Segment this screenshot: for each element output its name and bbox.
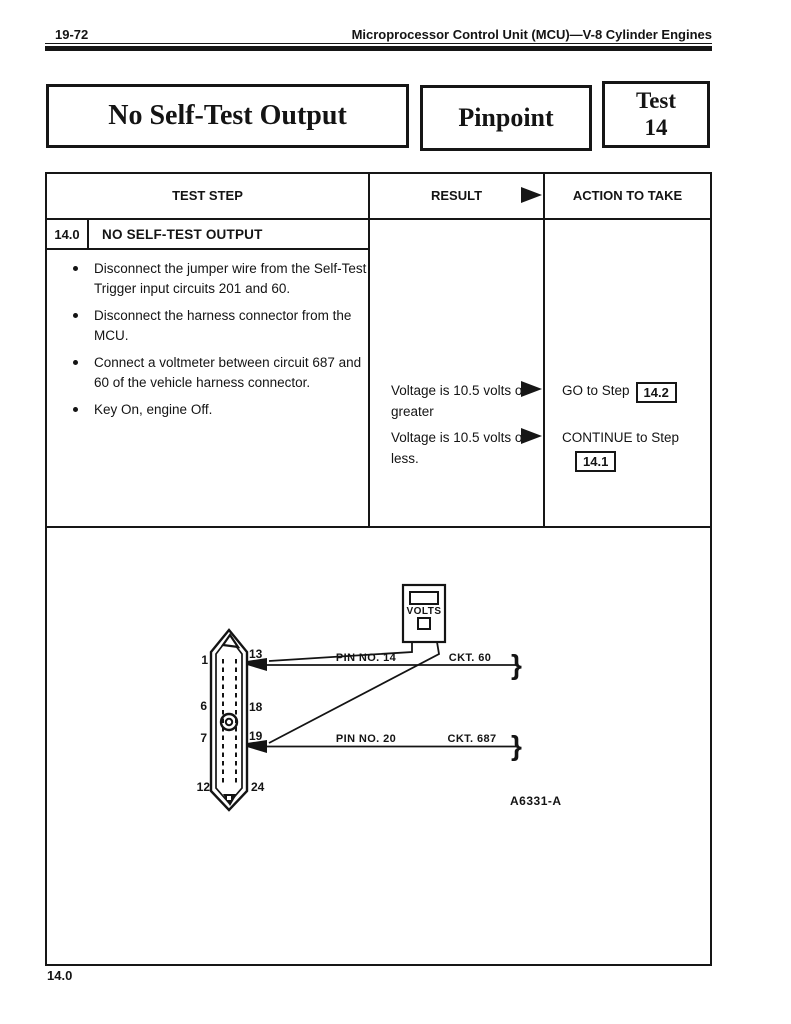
instruction-text: Disconnect the jumper wire from the Self-Test Trigger input circuits 201 and 60.: [94, 261, 367, 296]
pin-label: 18: [249, 700, 263, 714]
bullet-icon: [73, 360, 78, 365]
pin-label: 24: [251, 780, 265, 794]
pinpoint-box: [420, 85, 592, 151]
wire-label: CKT. 687: [447, 733, 497, 745]
figure-ref: A6331-A: [510, 794, 562, 808]
pin-label: 13: [249, 647, 263, 661]
step-title: NO SELF-TEST OUTPUT: [102, 226, 263, 242]
column-header-result: RESULT: [430, 188, 483, 203]
step-number: 14.0: [47, 220, 89, 248]
action-text: [562, 380, 677, 403]
bullet-icon: [73, 407, 78, 412]
pin-label: 12: [196, 780, 210, 794]
result-text: Voltage is 10.5 volts or less.: [391, 430, 527, 466]
bullet-icon: [73, 266, 78, 271]
result-arrow-icon: [521, 381, 542, 397]
result-text: Voltage is 10.5 volts or greater: [391, 383, 527, 419]
header-rule-thin: [45, 43, 712, 44]
test-word: Test: [635, 88, 677, 114]
header-rule-thick: [45, 46, 712, 51]
pin-label: 7: [200, 731, 207, 745]
action-label: CONTINUE to Step: [562, 430, 680, 445]
list-item: [73, 400, 369, 420]
action-label: GO to Step: [562, 383, 630, 398]
running-title: Microprocessor Control Unit (MCU)—V-8 Cylinder Engines: [351, 27, 712, 42]
result-arrow-icon: [521, 428, 542, 444]
test-name-box: [46, 84, 409, 148]
column-header-action: ACTION TO TAKE: [572, 188, 683, 203]
instruction-text: Disconnect the harness connector from the MCU.: [94, 308, 352, 343]
footer-step-ref: 14.0: [47, 968, 73, 983]
instruction-text: Connect a voltmeter between circuit 687 and 60 of the vehicle harness connector.: [94, 355, 362, 390]
wiring-diagram: [47, 528, 710, 962]
step-header: [47, 220, 370, 250]
result-arrow-icon: [521, 187, 542, 203]
instruction-list: [73, 259, 369, 427]
wire-label: PIN NO. 14: [335, 652, 397, 664]
step-ref-box: 14.1: [575, 451, 616, 472]
instruction-text: Key On, engine Off.: [94, 402, 213, 417]
action-text: [562, 427, 679, 472]
pinpoint-test-table: [45, 172, 712, 966]
pinpoint-label: Pinpoint: [458, 103, 554, 132]
wire-label: CKT. 60: [448, 652, 492, 664]
list-item: [73, 259, 369, 299]
list-item: [73, 306, 369, 346]
column-header-test-step: TEST STEP: [172, 188, 243, 203]
pin-label: 6: [200, 699, 207, 713]
voltmeter-label: VOLTS: [406, 606, 442, 617]
bullet-icon: [73, 313, 78, 318]
page-number: 19-72: [55, 27, 89, 42]
wire-label: PIN NO. 20: [335, 733, 397, 745]
pin-label: 1: [201, 653, 208, 667]
test-number-box: [602, 81, 710, 148]
column-divider-2: [543, 174, 545, 526]
pin-label: 19: [249, 729, 263, 743]
step-ref-box: 14.2: [636, 382, 677, 403]
list-item: [73, 353, 369, 393]
test-number: 14: [644, 114, 668, 140]
connector: [211, 630, 247, 810]
wire-break-icon: }: [511, 730, 522, 761]
wire-break-icon: }: [511, 649, 522, 680]
test-name: No Self-Test Output: [108, 100, 347, 131]
